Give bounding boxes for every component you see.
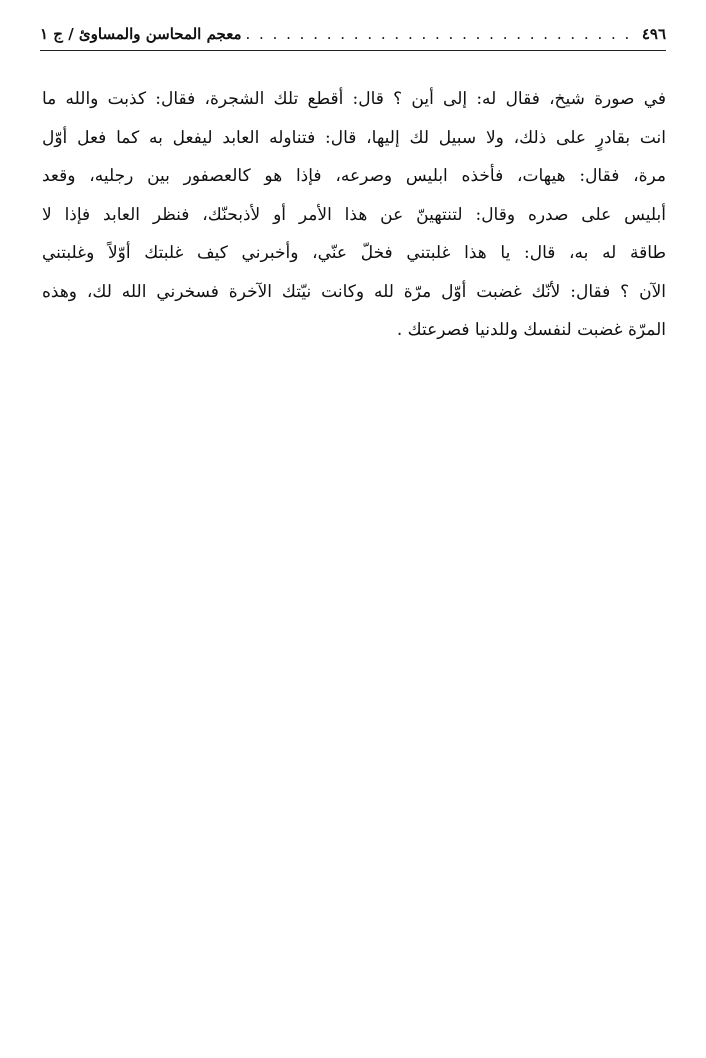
text-line: المرّة غضبت لنفسك وللدنيا فصرعتك . — [396, 320, 666, 340]
body-paragraph — [42, 80, 666, 350]
running-header — [40, 22, 666, 46]
text-line: الآن ؟ فقال: لأنّك غضبت أوّل مرّة لله وكانت نيّتك الآخرة فسخرني الله لك، وهذه — [42, 281, 666, 302]
running-title: معجم المحاسن والمساوئ / ج ١ — [40, 25, 242, 43]
text-line: طاقة له به، قال: يا هذا غلبتني فخلّ عنّي، وأخبرني كيف غلبتك أوّلاً وغلبتني — [42, 243, 666, 263]
dot-leader — [246, 25, 638, 43]
header-divider — [40, 50, 666, 51]
text-line: في صورة شيخ، فقال له: إلى أين ؟ قال: أقطع تلك الشجرة، فقال: كذبت والله ما — [42, 89, 666, 109]
text-line: مرة، فقال: هيهات، فأخذه ابليس وصرعه، فإذا هو كالعصفور بين رجليه، وقعد — [42, 166, 666, 186]
page-number: ٤٩٦ — [641, 25, 666, 43]
text-line: أبليس على صدره وقال: لتنتهينّ عن هذا الأمر أو لأذبحنّك، فنظر العابد فإذا لا — [42, 204, 666, 225]
text-line: انت بقادرٍ على ذلك، ولا سبيل لك إليها، قال: فتناوله العابد ليفعل به كما فعل أوّل — [42, 127, 666, 148]
